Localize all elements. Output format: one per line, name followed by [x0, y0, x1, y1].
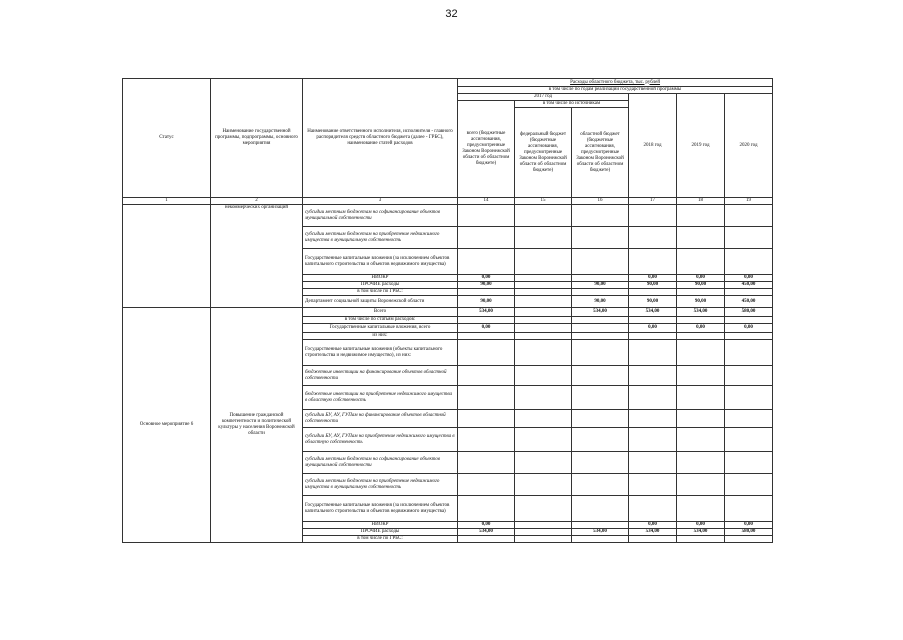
- value-cell: [629, 410, 677, 428]
- value-cell: [515, 428, 572, 452]
- row-label: субсидии местным бюджетам на приобретение недвижимого имущества в муниципальную собственность: [303, 227, 458, 249]
- value-cell: [725, 227, 773, 249]
- value-cell: [629, 366, 677, 386]
- value-cell: [629, 428, 677, 452]
- value-cell: [515, 308, 572, 317]
- value-cell: 0,00: [629, 522, 677, 529]
- value-cell: [677, 205, 725, 227]
- row-label: в том числе по ГРБС:: [303, 289, 458, 296]
- value-cell: [677, 317, 725, 324]
- value-cell: 90,00: [572, 282, 629, 289]
- value-cell: [572, 386, 629, 410]
- value-cell: [572, 289, 629, 296]
- row-label: бюджетные инвестиции на приобретение недвижимого имущества в областную собственность: [303, 386, 458, 410]
- value-cell: [677, 428, 725, 452]
- value-cell: [572, 340, 629, 366]
- row-label: в том числе по ГРБС:: [303, 536, 458, 543]
- value-cell: [629, 386, 677, 410]
- value-cell: [629, 340, 677, 366]
- budget-table-sheet: [122, 78, 772, 572]
- value-cell: 580,00: [725, 308, 773, 317]
- value-cell: [629, 317, 677, 324]
- column-number: 14: [458, 198, 515, 205]
- value-cell: 534,00: [677, 529, 725, 536]
- value-cell: [725, 289, 773, 296]
- row-label: Государственные капитальные вложения (за исключением объектов капитального строительства и объектов недвижимого имущества): [303, 496, 458, 522]
- value-cell: 0,00: [677, 522, 725, 529]
- value-cell: [572, 249, 629, 275]
- value-cell: 0,00: [677, 275, 725, 282]
- column-number: 3: [303, 198, 458, 205]
- value-cell: [515, 282, 572, 289]
- status-cell: [123, 205, 211, 308]
- header-total: всего (бюджетные ассигнования, предусмотренные Законом Воронежской области об областном бюджете): [458, 101, 515, 198]
- value-cell: [629, 496, 677, 522]
- value-cell: [572, 428, 629, 452]
- column-number: 15: [515, 198, 572, 205]
- value-cell: [515, 452, 572, 474]
- row-label: бюджетные инвестиции на финансирование объектов областной собственности: [303, 366, 458, 386]
- value-cell: [515, 340, 572, 366]
- value-cell: [458, 340, 515, 366]
- value-cell: [629, 536, 677, 543]
- value-cell: [677, 386, 725, 410]
- value-cell: 534,00: [677, 308, 725, 317]
- page-number: 32: [445, 8, 458, 20]
- value-cell: [515, 386, 572, 410]
- value-cell: 534,00: [458, 308, 515, 317]
- value-cell: [458, 227, 515, 249]
- header-program: Наименование государственной программы, подпрограммы, основного мероприятия: [211, 79, 303, 198]
- column-number: 1: [123, 198, 211, 205]
- row-label: Департамент социальной защиты Воронежской области: [303, 296, 458, 308]
- table-row: [123, 205, 773, 227]
- value-cell: [629, 452, 677, 474]
- header-year-2018: 2018 год: [629, 94, 677, 198]
- value-cell: 450,00: [725, 282, 773, 289]
- row-label: субсидии местным бюджетам на софинансирование объектов муниципальной собственности: [303, 452, 458, 474]
- value-cell: [677, 496, 725, 522]
- value-cell: [629, 289, 677, 296]
- value-cell: [725, 333, 773, 340]
- row-label: субсидии БУ, АУ, ГУПам на приобретение недвижимого имущества в областную собственность: [303, 428, 458, 452]
- column-number: 18: [677, 198, 725, 205]
- row-label: субсидии местным бюджетам на приобретение недвижимого имущества в муниципальную собственность: [303, 474, 458, 496]
- row-label: Государственные капитальные вложения (объекты капитального строительства и недвижимое имущество), из них:: [303, 340, 458, 366]
- header-by-years: в том числе по годам реализации государственной программы: [458, 87, 773, 94]
- value-cell: [572, 410, 629, 428]
- block-main-activity-6: [123, 308, 773, 543]
- value-cell: 90,00: [572, 296, 629, 308]
- value-cell: [458, 410, 515, 428]
- header-year-2020: 2020 год: [725, 94, 773, 198]
- value-cell: [515, 496, 572, 522]
- value-cell: [677, 289, 725, 296]
- program-cell: некоммерческих организаций: [211, 205, 303, 308]
- value-cell: 0,00: [458, 275, 515, 282]
- value-cell: [629, 205, 677, 227]
- value-cell: 0,00: [677, 324, 725, 333]
- value-cell: 0,00: [725, 324, 773, 333]
- header-expenses-title: Расходы областного бюджета, тыс. рублей: [458, 79, 773, 87]
- row-label: из них:: [303, 333, 458, 340]
- value-cell: [515, 205, 572, 227]
- value-cell: [677, 452, 725, 474]
- value-cell: [725, 496, 773, 522]
- column-numbers-row: [123, 198, 773, 205]
- block-1: [123, 205, 773, 308]
- value-cell: [629, 333, 677, 340]
- value-cell: [725, 249, 773, 275]
- value-cell: 90,00: [629, 296, 677, 308]
- value-cell: 90,00: [458, 282, 515, 289]
- header-year-2019: 2019 год: [677, 94, 725, 198]
- value-cell: [515, 536, 572, 543]
- value-cell: 534,00: [458, 529, 515, 536]
- value-cell: [458, 536, 515, 543]
- value-cell: [572, 522, 629, 529]
- row-label: Государственные капитальные вложения, всего: [303, 324, 458, 333]
- row-label: субсидии БУ, АУ, ГУПам на финансирование объектов областной собственности: [303, 410, 458, 428]
- header-regional: областной бюджет (бюджетные ассигнования, предусмотренные Законом Воронежской области об областном бюджете): [572, 108, 629, 198]
- value-cell: [725, 410, 773, 428]
- header-by-sources: в том числе по источникам: [515, 101, 629, 108]
- value-cell: [458, 333, 515, 340]
- value-cell: [458, 289, 515, 296]
- value-cell: [515, 249, 572, 275]
- value-cell: [572, 496, 629, 522]
- value-cell: [725, 205, 773, 227]
- header-year-2017: 2017 год: [458, 94, 629, 101]
- value-cell: [515, 317, 572, 324]
- value-cell: [458, 205, 515, 227]
- header-status: Статус: [123, 79, 211, 198]
- value-cell: 90,00: [677, 296, 725, 308]
- value-cell: [458, 474, 515, 496]
- status-cell: Основное мероприятие 6: [123, 308, 211, 543]
- value-cell: [458, 428, 515, 452]
- value-cell: [515, 289, 572, 296]
- value-cell: [677, 249, 725, 275]
- value-cell: [725, 536, 773, 543]
- value-cell: 0,00: [629, 324, 677, 333]
- value-cell: [572, 205, 629, 227]
- value-cell: [725, 386, 773, 410]
- value-cell: [515, 410, 572, 428]
- value-cell: [572, 227, 629, 249]
- value-cell: [515, 296, 572, 308]
- row-label: НИОКР: [303, 522, 458, 529]
- value-cell: [515, 227, 572, 249]
- row-label: ПРОЧИЕ расходы: [303, 282, 458, 289]
- value-cell: [725, 428, 773, 452]
- value-cell: 534,00: [572, 529, 629, 536]
- value-cell: 534,00: [629, 529, 677, 536]
- value-cell: [629, 474, 677, 496]
- row-label: Государственные капитальные вложения (за исключением объектов капитального строительства и объектов недвижимого имущества): [303, 249, 458, 275]
- table-row: [123, 308, 773, 317]
- value-cell: [515, 275, 572, 282]
- value-cell: [572, 536, 629, 543]
- value-cell: [458, 386, 515, 410]
- value-cell: [572, 324, 629, 333]
- program-cell: Повышение гражданской компетентности и политической культуры у населения Воронежской области: [211, 308, 303, 543]
- value-cell: 534,00: [629, 308, 677, 317]
- column-number: 17: [629, 198, 677, 205]
- column-number: 16: [572, 198, 629, 205]
- value-cell: [458, 496, 515, 522]
- row-label: субсидии местным бюджетам на софинансирование объектов муниципальной собственности: [303, 205, 458, 227]
- value-cell: [515, 529, 572, 536]
- value-cell: 0,00: [629, 275, 677, 282]
- budget-table: [122, 78, 773, 543]
- value-cell: [677, 474, 725, 496]
- column-number: 19: [725, 198, 773, 205]
- header-federal: федеральный бюджет (бюджетные ассигнования, предусмотренные Законом Воронежской области об областном бюджете): [515, 108, 572, 198]
- value-cell: [677, 536, 725, 543]
- value-cell: [725, 317, 773, 324]
- value-cell: 90,00: [458, 296, 515, 308]
- value-cell: 0,00: [458, 522, 515, 529]
- value-cell: [572, 474, 629, 496]
- value-cell: 90,00: [629, 282, 677, 289]
- row-label: Всего: [303, 308, 458, 317]
- value-cell: 534,00: [572, 308, 629, 317]
- value-cell: [458, 366, 515, 386]
- value-cell: [515, 522, 572, 529]
- value-cell: [629, 249, 677, 275]
- value-cell: 450,00: [725, 296, 773, 308]
- header-executor: Наименование ответственного исполнителя, исполнителя - главного распорядителя средств областного бюджета (далее - ГРБС), наименование статей расходов: [303, 79, 458, 198]
- value-cell: [677, 227, 725, 249]
- row-label: в том числе по статьям расходов:: [303, 317, 458, 324]
- value-cell: [725, 452, 773, 474]
- value-cell: [572, 452, 629, 474]
- value-cell: [458, 452, 515, 474]
- value-cell: [572, 366, 629, 386]
- value-cell: [458, 317, 515, 324]
- value-cell: [677, 410, 725, 428]
- value-cell: [677, 366, 725, 386]
- value-cell: [629, 227, 677, 249]
- value-cell: 0,00: [725, 275, 773, 282]
- value-cell: [458, 249, 515, 275]
- value-cell: [725, 366, 773, 386]
- value-cell: [515, 474, 572, 496]
- row-label: НИОКР: [303, 275, 458, 282]
- value-cell: [572, 317, 629, 324]
- value-cell: [572, 333, 629, 340]
- value-cell: [572, 275, 629, 282]
- value-cell: [515, 333, 572, 340]
- value-cell: [677, 340, 725, 366]
- value-cell: 0,00: [458, 324, 515, 333]
- column-number: 2: [211, 198, 303, 205]
- value-cell: [515, 324, 572, 333]
- value-cell: [725, 474, 773, 496]
- value-cell: 0,00: [725, 522, 773, 529]
- value-cell: 90,00: [677, 282, 725, 289]
- row-label: ПРОЧИЕ расходы: [303, 529, 458, 536]
- value-cell: [677, 333, 725, 340]
- value-cell: [725, 340, 773, 366]
- value-cell: [515, 366, 572, 386]
- value-cell: 580,00: [725, 529, 773, 536]
